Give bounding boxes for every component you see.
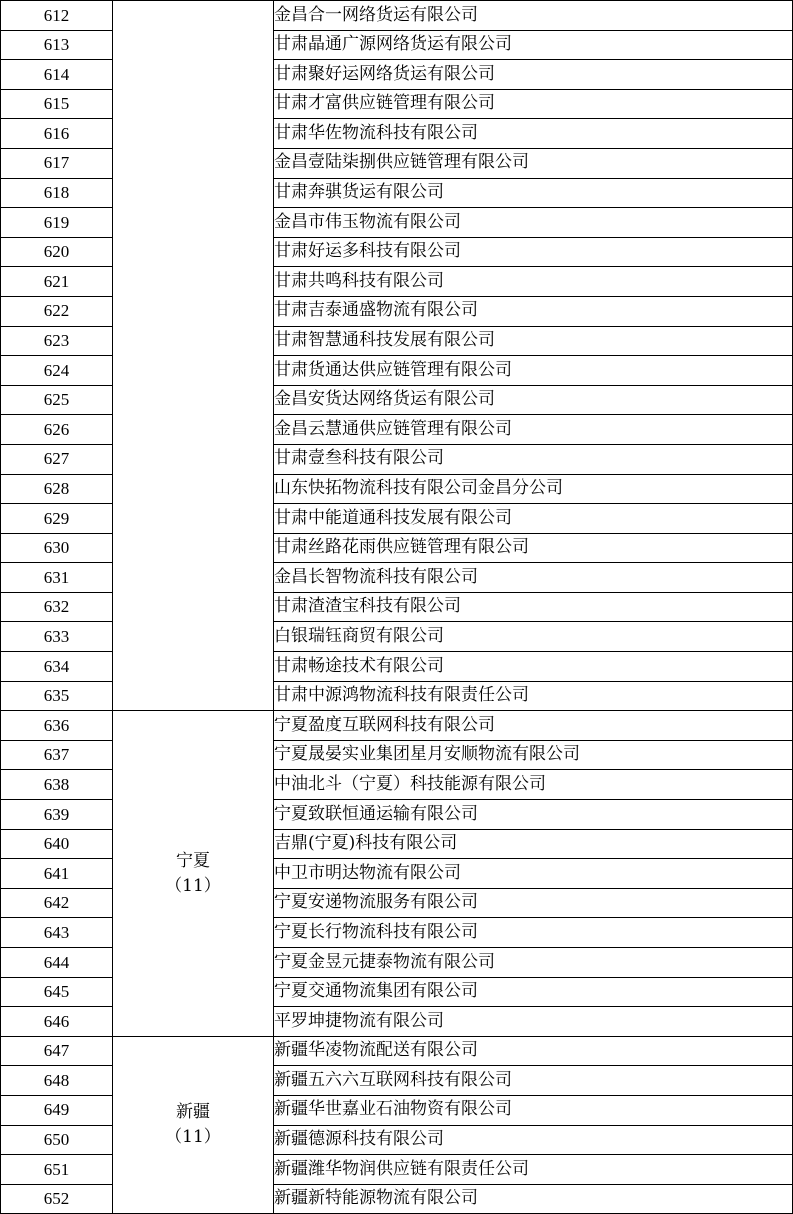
row-index: 642 — [1, 888, 113, 918]
region-count: （11） — [165, 1127, 221, 1148]
company-name: 甘肃渣渣宝科技有限公司 — [274, 592, 793, 622]
row-index: 629 — [1, 504, 113, 534]
company-name: 甘肃畅途技术有限公司 — [274, 652, 793, 682]
company-name: 白银瑞钰商贸有限公司 — [274, 622, 793, 652]
row-index: 616 — [1, 119, 113, 149]
row-index: 651 — [1, 1155, 113, 1185]
company-name: 甘肃好运多科技有限公司 — [274, 237, 793, 267]
company-name: 宁夏安递物流服务有限公司 — [274, 888, 793, 918]
company-name: 宁夏长行物流科技有限公司 — [274, 918, 793, 948]
row-index: 648 — [1, 1066, 113, 1096]
company-name: 新疆五六六互联网科技有限公司 — [274, 1066, 793, 1096]
row-index: 630 — [1, 533, 113, 563]
company-name: 吉鼎(宁夏)科技有限公司 — [274, 829, 793, 859]
row-index: 631 — [1, 563, 113, 593]
company-name: 甘肃智慧通科技发展有限公司 — [274, 326, 793, 356]
company-name: 中卫市明达物流有限公司 — [274, 859, 793, 889]
row-index: 612 — [1, 1, 113, 31]
company-name: 金昌安货达网络货运有限公司 — [274, 385, 793, 415]
row-index: 622 — [1, 296, 113, 326]
company-name: 新疆华世嘉业石油物资有限公司 — [274, 1095, 793, 1125]
company-name: 宁夏交通物流集团有限公司 — [274, 977, 793, 1007]
company-name: 金昌合一网络货运有限公司 — [274, 1, 793, 31]
row-index: 652 — [1, 1184, 113, 1214]
company-name: 金昌壹陆柒捌供应链管理有限公司 — [274, 148, 793, 178]
company-name: 甘肃吉泰通盛物流有限公司 — [274, 296, 793, 326]
row-index: 633 — [1, 622, 113, 652]
row-index: 639 — [1, 800, 113, 830]
row-index: 620 — [1, 237, 113, 267]
company-name: 平罗坤捷物流有限公司 — [274, 1007, 793, 1037]
row-index: 647 — [1, 1036, 113, 1066]
company-name: 新疆华凌物流配送有限公司 — [274, 1036, 793, 1066]
row-index: 632 — [1, 592, 113, 622]
row-index: 634 — [1, 652, 113, 682]
region-cell-continued — [113, 1, 274, 711]
row-index: 644 — [1, 948, 113, 978]
company-name: 金昌市伟玉物流有限公司 — [274, 208, 793, 238]
row-index: 623 — [1, 326, 113, 356]
company-name: 山东快拓物流科技有限公司金昌分公司 — [274, 474, 793, 504]
row-index: 641 — [1, 859, 113, 889]
company-name: 甘肃中源鸿物流科技有限责任公司 — [274, 681, 793, 711]
region-cell-xinjiang — [113, 1036, 274, 1214]
company-name: 甘肃晶通广源网络货运有限公司 — [274, 30, 793, 60]
company-name: 甘肃壹叁科技有限公司 — [274, 444, 793, 474]
row-index: 650 — [1, 1125, 113, 1155]
region-count: （11） — [165, 875, 221, 896]
company-name: 甘肃共鸣科技有限公司 — [274, 267, 793, 297]
region-label: 宁夏 — [176, 850, 210, 871]
table-row — [1, 711, 793, 741]
company-name: 宁夏致联恒通运输有限公司 — [274, 800, 793, 830]
company-name: 甘肃才富供应链管理有限公司 — [274, 89, 793, 119]
company-name: 金昌云慧通供应链管理有限公司 — [274, 415, 793, 445]
row-index: 619 — [1, 208, 113, 238]
row-index: 646 — [1, 1007, 113, 1037]
company-name: 甘肃中能道通科技发展有限公司 — [274, 504, 793, 534]
table-row — [1, 1, 793, 31]
table-body — [1, 1, 793, 1214]
company-name: 甘肃奔骐货运有限公司 — [274, 178, 793, 208]
company-name: 甘肃货通达供应链管理有限公司 — [274, 356, 793, 386]
company-name: 新疆新特能源物流有限公司 — [274, 1184, 793, 1214]
row-index: 621 — [1, 267, 113, 297]
row-index: 645 — [1, 977, 113, 1007]
company-name: 金昌长智物流科技有限公司 — [274, 563, 793, 593]
row-index: 643 — [1, 918, 113, 948]
row-index: 625 — [1, 385, 113, 415]
row-index: 638 — [1, 770, 113, 800]
row-index: 636 — [1, 711, 113, 741]
region-label: 新疆 — [176, 1102, 210, 1123]
company-name: 甘肃华佐物流科技有限公司 — [274, 119, 793, 149]
company-name: 宁夏盈度互联网科技有限公司 — [274, 711, 793, 741]
row-index: 618 — [1, 178, 113, 208]
row-index: 624 — [1, 356, 113, 386]
company-name: 宁夏晟晏实业集团星月安顺物流有限公司 — [274, 740, 793, 770]
row-index: 613 — [1, 30, 113, 60]
row-index: 649 — [1, 1095, 113, 1125]
table-row — [1, 1036, 793, 1066]
company-name: 新疆德源科技有限公司 — [274, 1125, 793, 1155]
company-name: 新疆潍华物润供应链有限责任公司 — [274, 1155, 793, 1185]
row-index: 637 — [1, 740, 113, 770]
row-index: 635 — [1, 681, 113, 711]
row-index: 614 — [1, 60, 113, 90]
row-index: 640 — [1, 829, 113, 859]
row-index: 626 — [1, 415, 113, 445]
row-index: 617 — [1, 148, 113, 178]
company-name: 甘肃聚好运网络货运有限公司 — [274, 60, 793, 90]
company-name: 宁夏金昱元捷泰物流有限公司 — [274, 948, 793, 978]
company-name: 甘肃丝路花雨供应链管理有限公司 — [274, 533, 793, 563]
row-index: 628 — [1, 474, 113, 504]
region-cell-ningxia — [113, 711, 274, 1037]
company-name: 中油北斗（宁夏）科技能源有限公司 — [274, 770, 793, 800]
row-index: 615 — [1, 89, 113, 119]
row-index: 627 — [1, 444, 113, 474]
